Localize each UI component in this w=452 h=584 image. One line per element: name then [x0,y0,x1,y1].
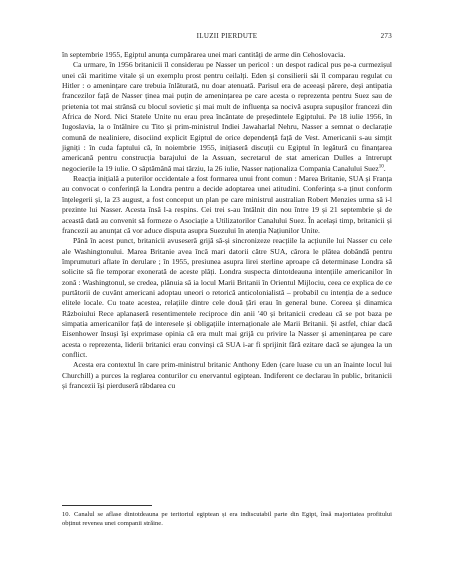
paragraph-2-text: Ca urmare, în 1956 britanicii îl considerau pe Nasser un pericol : un despot radical pus pe-a curmezișul unei căi maritime vitale și un exemplu prost pentru ceilalți. Eden și consilierii săi îl comparau regulat cu Hitler : o amenințare care trebuia înlăturată, nu doar atenuată. Parisul era de aceeași părere, deși antipatia francezilor față de Nasser ținea mai puțin de amenințarea pe care acesta o reprezenta pentru Suez sau de prietenia tot mai strânsă cu blocul sovietic și mai mult de influența sa nocivă asupra supușilor francezi din Africa de Nord. Nici Statele Unite nu erau prea încântate de președintele Egiptului. Pe 18 iulie 1956, în Iugoslavia, la o întâlnire cu Tito și prim-ministrul Indiei Jawaharlal Nehru, Nasser a semnat o declarație comună de nealiniere, disociind explicit Egiptul de orice dependență față de Vest. Americanii s-au simțit jigniți : în cuda faptului că, în noiembrie 1955, inițiaseră discuții cu Egiptul în legătură cu finanțarea americană pentru construcția barajului de la Assuan, secretarul de stat american Dulles a întrerupt negocierile la 19 iulie. O săptămână mai târziu, la 26 iulie, Nasser naționaliza Compania Canalului Suez [62,60,392,173]
paragraph-3: Reacția inițială a puterilor occidentale a fost formarea unui front comun : Marea Britanie, SUA și Franța au convocat o conferință la Londra pentru a decide adoptarea unei atitudini. Conferința s-a ținut conform înțelegerii și, la 23 august, a fost conceput un plan pe care ministrul australian Robert Menzies urma să i-l prezinte lui Nasser. Acesta însă l-a respins. Cei trei s-au întâlnit din nou între 19 și 21 septembrie și de această dată au convenit să formeze o Asociație a Utilizatorilor Canalului Suez. În același timp, britanicii și francezii au anunțat că vor aduce disputa asupra Suezului în atenția Națiunilor Unite. [62,174,392,235]
footnote [62,510,392,528]
footnote-divider [62,505,152,506]
body-text [62,50,392,391]
paragraph-4: Până în acest punct, britanicii avuseseră grijă să-și sincronizeze reacțiile la acțiunile lui Nasser cu cele ale Washingtonului. Marea Britanie avea încă mari datorii către SUA, cărora le plătea dobândă pentru împrumuturi aflate în derulare ; în 1955, presiunea asupra lirei sterline aproape că determinase Londra să solicite să fie temporar exonerată de aceste plăți. Londra suspecta dintotdeauna intențiile americanilor în zonă : Washingtonul, se credea, plănuia să ia locul Marii Britanii în Orientul Mijlociu, ceea ce explica de ce purtătorii de cuvânt americani adoptau uneori o retorică anticolonialistă – probabil cu intenția de a seduce elitele locale. Cu toate acestea, relațiile dintre cele două țări erau în general bune. Coreea și dinamica Războiului Rece aplanaseră resentimentele reciproce din anii '40 și britanicii credeau că se pot baza pe simpatia americanilor față de interesele și obligațiile internaționale ale Marii Britanii. Și astfel, chiar dacă Eisenhower însuși își exprimase opinia că era mult mai grijă cu privire la Nasser și amenințarea pe care acesta o reprezenta, liderii britanici erau convinși că SUA i-ar fi sprijinit fără ezitare dacă se ajungea la un conflict. [62,236,392,359]
footnote-text: Canalul se aflase dintotdeauna pe teritoriul egiptean și era indiscutabil parte din Egipt, însă majoritatea profitului obținut revenea unei companii străine. [62,511,392,527]
chapter-title: ILUZII PIERDUTE [196,32,258,40]
running-header [62,32,392,44]
paragraph-1: în septembrie 1955, Egiptul anunța cumpărarea unei mari cantități de arme din Cehoslovacia. [62,50,346,59]
paragraph-2: Ca urmare, în 1956 britanicii îl considerau pe Nasser un pericol : un despot radical pus pe-a curmezișul unei căi maritime vitale și un exemplu prost pentru ceilalți. Eden și consilierii săi îl comparau regulat cu Hitler : o amenințare care trebuia înlăturată, nu doar atenuată. Parisul era de aceeași părere, deși antipatia francezilor față de Nasser ținea mai puțin de amenințarea pe care acesta o reprezenta pentru Suez sau de prietenia tot mai strânsă cu blocul sovietic și mai mult de influența sa nocivă asupra supușilor francezi din Africa de Nord. Nici Statele Unite nu erau prea încântate de președintele Egiptului. Pe 18 iulie 1956, în Iugoslavia, la o întâlnire cu Tito și prim-ministrul Indiei Jawaharlal Nehru, Nasser a semnat o declarație comună de nealiniere, disociind explicit Egiptul de orice dependență față de Vest. Americanii s-au simțit jigniți : în cuda faptului că, în noiembrie 1955, inițiaseră discuții cu Egiptul în legătură cu finanțarea americană pentru construcția barajului de la Assuan, secretarul de stat american Dulles a întrerupt negocierile la 19 iulie. O săptămână mai târziu, la 26 iulie, Nasser naționaliza Compania Canalului Suez$^{10}$. [62,60,392,173]
footnote-reference[interactable]: 10 [378,164,384,170]
footnote-number: 10. [62,511,71,518]
page-number: 273 [380,32,392,40]
paragraph-5: Acesta era contextul în care prim-ministrul britanic Anthony Eden (care luase cu un an înainte locul lui Churchill) a purces la reglarea conturilor cu enervantul egiptean. Indiferent ce declarau în public, britanicii și francezii își pierduseră răbdarea cu [62,360,392,390]
